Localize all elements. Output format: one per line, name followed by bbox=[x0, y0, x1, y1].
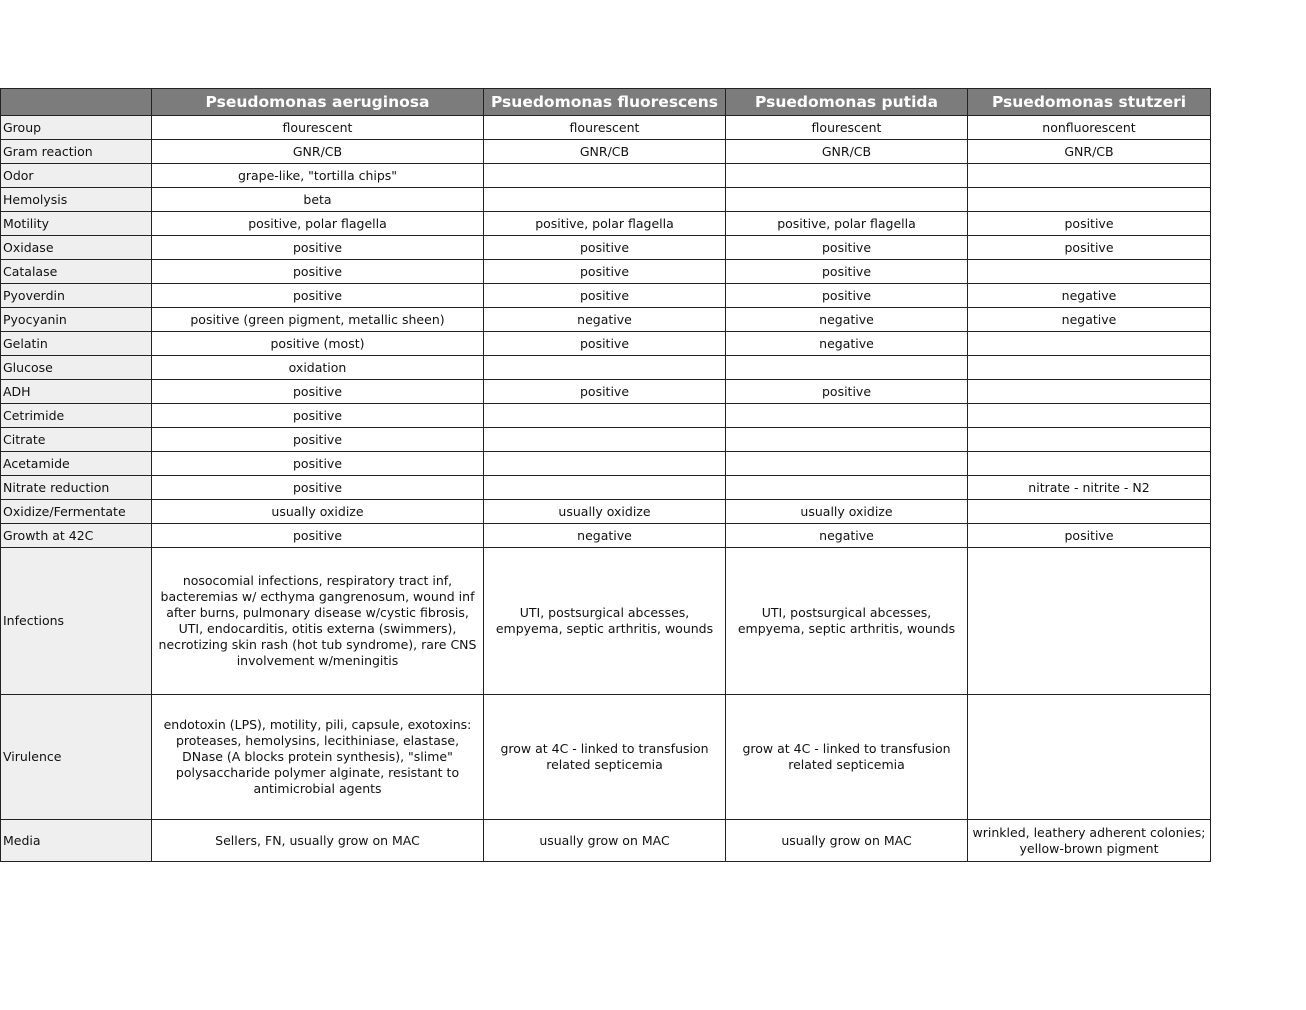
cell-putida: usually oxidize bbox=[726, 500, 968, 524]
cell-fluorescens bbox=[484, 428, 726, 452]
row-label: Oxidize/Fermentate bbox=[1, 500, 152, 524]
cell-aeruginosa: positive bbox=[152, 428, 484, 452]
cell-fluorescens: flourescent bbox=[484, 116, 726, 140]
cell-fluorescens: positive, polar flagella bbox=[484, 212, 726, 236]
cell-stutzeri: nonfluorescent bbox=[968, 116, 1211, 140]
cell-putida: negative bbox=[726, 332, 968, 356]
cell-stutzeri bbox=[968, 356, 1211, 380]
cell-stutzeri: positive bbox=[968, 212, 1211, 236]
cell-putida: UTI, postsurgical abcesses, empyema, septic arthritis, wounds bbox=[726, 548, 968, 695]
row-label: Pyocyanin bbox=[1, 308, 152, 332]
cell-fluorescens bbox=[484, 404, 726, 428]
row-label: Infections bbox=[1, 548, 152, 695]
cell-aeruginosa: flourescent bbox=[152, 116, 484, 140]
cell-stutzeri: negative bbox=[968, 308, 1211, 332]
cell-fluorescens: UTI, postsurgical abcesses, empyema, septic arthritis, wounds bbox=[484, 548, 726, 695]
row-label: Glucose bbox=[1, 356, 152, 380]
table-row bbox=[1, 332, 1211, 356]
cell-stutzeri bbox=[968, 332, 1211, 356]
cell-fluorescens: positive bbox=[484, 332, 726, 356]
table-row bbox=[1, 188, 1211, 212]
table-row bbox=[1, 308, 1211, 332]
cell-stutzeri: GNR/CB bbox=[968, 140, 1211, 164]
table-row bbox=[1, 236, 1211, 260]
cell-aeruginosa: nosocomial infections, respiratory tract inf, bacteremias w/ ecthyma gangrenosum, wound inf after burns, pulmonary disease w/cystic fibrosis, UTI, endocarditis, otitis externa (swimmers), necrotizing skin rash (hot tub syndrome), rare CNS involvement w/meningitis bbox=[152, 548, 484, 695]
cell-stutzeri: wrinkled, leathery adherent colonies; yellow-brown pigment bbox=[968, 820, 1211, 862]
cell-fluorescens: positive bbox=[484, 260, 726, 284]
cell-putida: GNR/CB bbox=[726, 140, 968, 164]
row-label: Odor bbox=[1, 164, 152, 188]
table-row bbox=[1, 284, 1211, 308]
header-fluorescens: Psuedomonas fluorescens bbox=[484, 89, 726, 116]
row-label: Media bbox=[1, 820, 152, 862]
cell-fluorescens: usually grow on MAC bbox=[484, 820, 726, 862]
cell-putida: grow at 4C - linked to transfusion related septicemia bbox=[726, 695, 968, 820]
row-label: Virulence bbox=[1, 695, 152, 820]
row-label: Group bbox=[1, 116, 152, 140]
cell-putida: positive, polar flagella bbox=[726, 212, 968, 236]
cell-fluorescens bbox=[484, 188, 726, 212]
cell-stutzeri bbox=[968, 164, 1211, 188]
cell-fluorescens: usually oxidize bbox=[484, 500, 726, 524]
table-row bbox=[1, 212, 1211, 236]
row-label: Hemolysis bbox=[1, 188, 152, 212]
cell-stutzeri bbox=[968, 500, 1211, 524]
cell-fluorescens bbox=[484, 452, 726, 476]
cell-fluorescens bbox=[484, 164, 726, 188]
cell-stutzeri bbox=[968, 428, 1211, 452]
header-corner-cell bbox=[1, 89, 152, 116]
cell-stutzeri: nitrate - nitrite - N2 bbox=[968, 476, 1211, 500]
cell-aeruginosa: grape-like, "tortilla chips" bbox=[152, 164, 484, 188]
row-label: Catalase bbox=[1, 260, 152, 284]
cell-aeruginosa: oxidation bbox=[152, 356, 484, 380]
cell-fluorescens: positive bbox=[484, 380, 726, 404]
cell-putida: usually grow on MAC bbox=[726, 820, 968, 862]
cell-aeruginosa: endotoxin (LPS), motility, pili, capsule, exotoxins: proteases, hemolysins, lecithiniase, elastase, DNase (A blocks protein synthesis), "slime" polysaccharide polymer alginate, resistant to antimicrobial agents bbox=[152, 695, 484, 820]
table-row bbox=[1, 695, 1211, 820]
table-row bbox=[1, 820, 1211, 862]
cell-aeruginosa: positive bbox=[152, 236, 484, 260]
cell-fluorescens bbox=[484, 356, 726, 380]
cell-aeruginosa: positive (most) bbox=[152, 332, 484, 356]
cell-putida: positive bbox=[726, 236, 968, 260]
header-putida: Psuedomonas putida bbox=[726, 89, 968, 116]
cell-putida bbox=[726, 404, 968, 428]
cell-putida bbox=[726, 188, 968, 212]
cell-aeruginosa: positive bbox=[152, 404, 484, 428]
row-label: Gelatin bbox=[1, 332, 152, 356]
cell-putida: positive bbox=[726, 260, 968, 284]
header-aeruginosa: Pseudomonas aeruginosa bbox=[152, 89, 484, 116]
cell-stutzeri: positive bbox=[968, 524, 1211, 548]
table-row bbox=[1, 116, 1211, 140]
cell-stutzeri bbox=[968, 452, 1211, 476]
table-row bbox=[1, 380, 1211, 404]
table-row bbox=[1, 452, 1211, 476]
cell-stutzeri: negative bbox=[968, 284, 1211, 308]
table-row bbox=[1, 548, 1211, 695]
cell-stutzeri bbox=[968, 380, 1211, 404]
cell-fluorescens: positive bbox=[484, 284, 726, 308]
cell-aeruginosa: positive bbox=[152, 284, 484, 308]
cell-aeruginosa: positive bbox=[152, 524, 484, 548]
cell-putida bbox=[726, 452, 968, 476]
cell-stutzeri bbox=[968, 695, 1211, 820]
cell-putida: negative bbox=[726, 308, 968, 332]
table-body bbox=[1, 116, 1211, 862]
cell-fluorescens: negative bbox=[484, 524, 726, 548]
row-label: Pyoverdin bbox=[1, 284, 152, 308]
row-label: Nitrate reduction bbox=[1, 476, 152, 500]
row-label: Motility bbox=[1, 212, 152, 236]
cell-fluorescens: GNR/CB bbox=[484, 140, 726, 164]
table-row bbox=[1, 404, 1211, 428]
row-label: Citrate bbox=[1, 428, 152, 452]
table-row bbox=[1, 164, 1211, 188]
cell-aeruginosa: GNR/CB bbox=[152, 140, 484, 164]
cell-aeruginosa: positive (green pigment, metallic sheen) bbox=[152, 308, 484, 332]
table-row bbox=[1, 524, 1211, 548]
cell-fluorescens bbox=[484, 476, 726, 500]
cell-aeruginosa: Sellers, FN, usually grow on MAC bbox=[152, 820, 484, 862]
table-row bbox=[1, 356, 1211, 380]
cell-putida bbox=[726, 356, 968, 380]
table-row bbox=[1, 476, 1211, 500]
cell-putida bbox=[726, 476, 968, 500]
cell-fluorescens: negative bbox=[484, 308, 726, 332]
row-label: Cetrimide bbox=[1, 404, 152, 428]
comparison-table bbox=[0, 88, 1211, 862]
cell-stutzeri bbox=[968, 548, 1211, 695]
row-label: ADH bbox=[1, 380, 152, 404]
cell-aeruginosa: positive bbox=[152, 380, 484, 404]
cell-putida: flourescent bbox=[726, 116, 968, 140]
cell-aeruginosa: positive, polar flagella bbox=[152, 212, 484, 236]
cell-stutzeri bbox=[968, 404, 1211, 428]
cell-stutzeri bbox=[968, 188, 1211, 212]
table-row bbox=[1, 140, 1211, 164]
cell-putida bbox=[726, 164, 968, 188]
cell-stutzeri: positive bbox=[968, 236, 1211, 260]
cell-fluorescens: positive bbox=[484, 236, 726, 260]
header-stutzeri: Psuedomonas stutzeri bbox=[968, 89, 1211, 116]
table-row bbox=[1, 428, 1211, 452]
cell-putida: negative bbox=[726, 524, 968, 548]
cell-putida: positive bbox=[726, 380, 968, 404]
header-row bbox=[1, 89, 1211, 116]
row-label: Acetamide bbox=[1, 452, 152, 476]
cell-aeruginosa: beta bbox=[152, 188, 484, 212]
cell-stutzeri bbox=[968, 260, 1211, 284]
cell-aeruginosa: positive bbox=[152, 260, 484, 284]
table-row bbox=[1, 500, 1211, 524]
row-label: Oxidase bbox=[1, 236, 152, 260]
table-row bbox=[1, 260, 1211, 284]
cell-aeruginosa: positive bbox=[152, 452, 484, 476]
cell-putida bbox=[726, 428, 968, 452]
row-label: Gram reaction bbox=[1, 140, 152, 164]
cell-putida: positive bbox=[726, 284, 968, 308]
cell-fluorescens: grow at 4C - linked to transfusion related septicemia bbox=[484, 695, 726, 820]
row-label: Growth at 42C bbox=[1, 524, 152, 548]
cell-aeruginosa: usually oxidize bbox=[152, 500, 484, 524]
cell-aeruginosa: positive bbox=[152, 476, 484, 500]
